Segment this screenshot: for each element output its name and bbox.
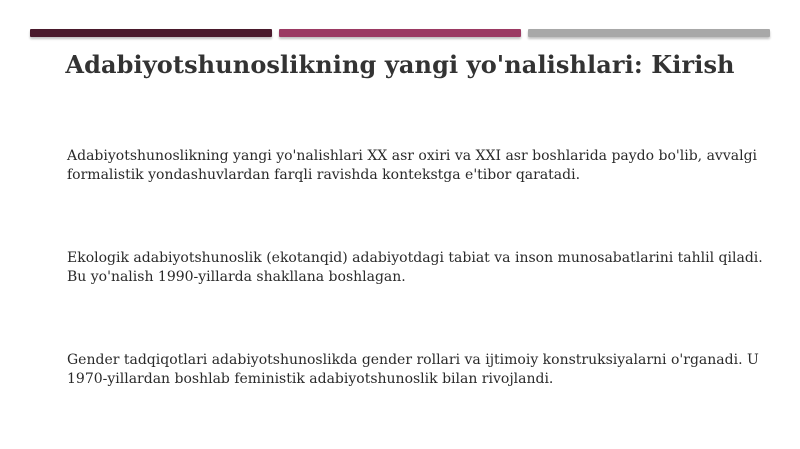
paragraph-ecocriticism: Ekologik adabiyotshunoslik (ekotanqid) adabiyotdagi tabiat va inson munosabatlarini tahlil qiladi. Bu yo'nalish 1990-yillarda shakllana boshlagan. [67,250,763,285]
paragraph-intro: Adabiyotshunoslikning yangi yo'nalishlari XX asr oxiri va XXI asr boshlarida paydo bo'lib, avvalgi formalistik yondashuvlardan farqli ravishda kontekstga e'tibor qaratadi. [67,148,758,183]
decorative-bar-left [30,29,272,37]
decorative-bar-right [528,29,770,37]
paragraph-gender-studies: Gender tadqiqotlari adabiyotshunoslikda gender rollari va ijtimoiy konstruksiyalarni o'rganadi. U 1970-yillardan boshlab feministik adabiyotshunoslik bilan rivojlandi. [67,352,759,387]
slide-title: Adabiyotshunoslikning yangi yo'nalishlari: Kirish [65,50,735,79]
decorative-bar-middle [279,29,521,37]
